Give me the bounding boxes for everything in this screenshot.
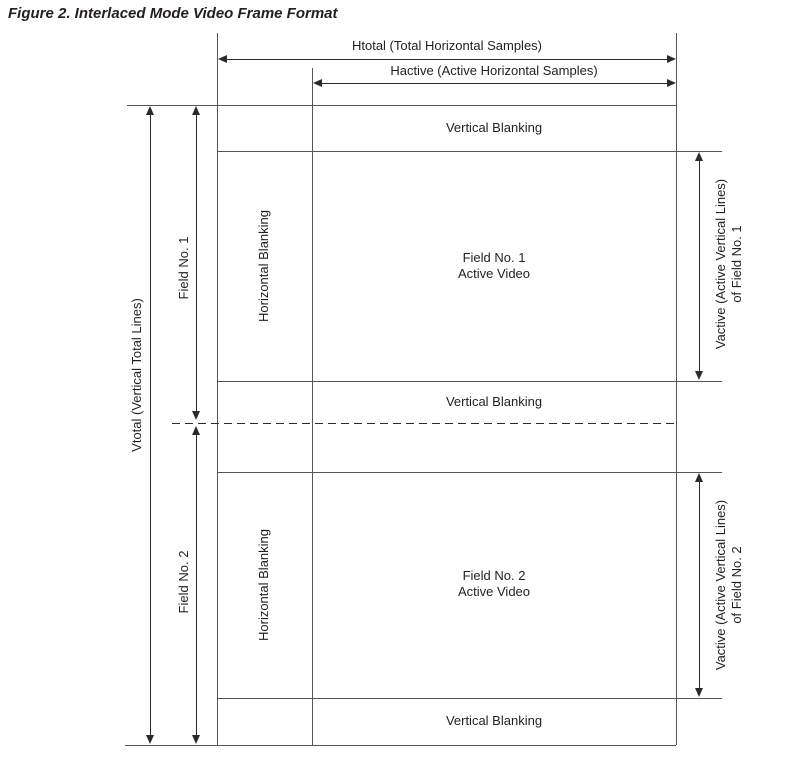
field2-label: Field No. 2	[176, 550, 191, 614]
vtotal-arrow-shaft	[150, 114, 151, 736]
vblank-top-bottom-line	[217, 151, 722, 152]
htotal-label: Htotal (Total Horizontal Samples)	[351, 38, 543, 53]
field2-active-bottom-line	[217, 698, 722, 699]
htotal-arrow-shaft	[226, 59, 668, 60]
vertical-blanking-top-label: Vertical Blanking	[445, 120, 543, 135]
field1-active-video-line1: Field No. 1	[462, 250, 526, 265]
field2-active-video-line2: Active Video	[457, 584, 531, 599]
hactive-label: Hactive (Active Horizontal Samples)	[390, 63, 598, 78]
field1-arrow-shaft	[196, 114, 197, 412]
field2-arrow-shaft	[196, 434, 197, 736]
field2-active-video-line1: Field No. 2	[462, 568, 526, 583]
horizontal-blanking-field1-label: Horizontal Blanking	[256, 209, 271, 323]
vactive-field1-label-line2: of Field No. 1	[729, 225, 744, 303]
frame-left-line	[217, 33, 218, 745]
vactive1-arrow-shaft	[699, 160, 700, 372]
field2-active-video-label	[458, 568, 530, 600]
field1-active-video-line2: Active Video	[457, 266, 531, 281]
field-boundary-dashed-line	[172, 423, 676, 424]
vactive-field2-label-line2: of Field No. 2	[729, 546, 744, 624]
horizontal-blanking-field2-label: Horizontal Blanking	[256, 528, 271, 642]
arrowhead-down-icon	[695, 688, 703, 697]
frame-right-line	[676, 33, 677, 745]
arrowhead-right-icon	[667, 79, 676, 87]
vactive-field1-label-line1: Vactive (Active Vertical Lines)	[713, 178, 728, 350]
vactive2-arrow-shaft	[699, 481, 700, 689]
field1-label: Field No. 1	[176, 236, 191, 300]
arrowhead-down-icon	[146, 735, 154, 744]
arrowhead-right-icon	[667, 55, 676, 63]
frame-top-line	[127, 105, 676, 106]
field1-active-video-label	[458, 250, 530, 282]
field2-active-top-line	[217, 472, 722, 473]
vactive-field1-label	[713, 179, 745, 349]
arrowhead-down-icon	[192, 411, 200, 420]
figure-title: Figure 2. Interlaced Mode Video Frame Format	[8, 5, 338, 22]
vertical-blanking-middle-label: Vertical Blanking	[445, 394, 543, 409]
arrowhead-down-icon	[192, 735, 200, 744]
vtotal-label: Vtotal (Vertical Total Lines)	[129, 298, 144, 452]
vactive-field2-label-line1: Vactive (Active Vertical Lines)	[713, 499, 728, 671]
hactive-arrow-shaft	[321, 83, 668, 84]
field1-active-bottom-line	[217, 381, 722, 382]
active-area-divider-line	[312, 68, 313, 745]
vertical-blanking-bottom-label: Vertical Blanking	[445, 713, 543, 728]
vactive-field2-label	[713, 500, 745, 670]
frame-bottom-line	[125, 745, 676, 746]
arrowhead-down-icon	[695, 371, 703, 380]
